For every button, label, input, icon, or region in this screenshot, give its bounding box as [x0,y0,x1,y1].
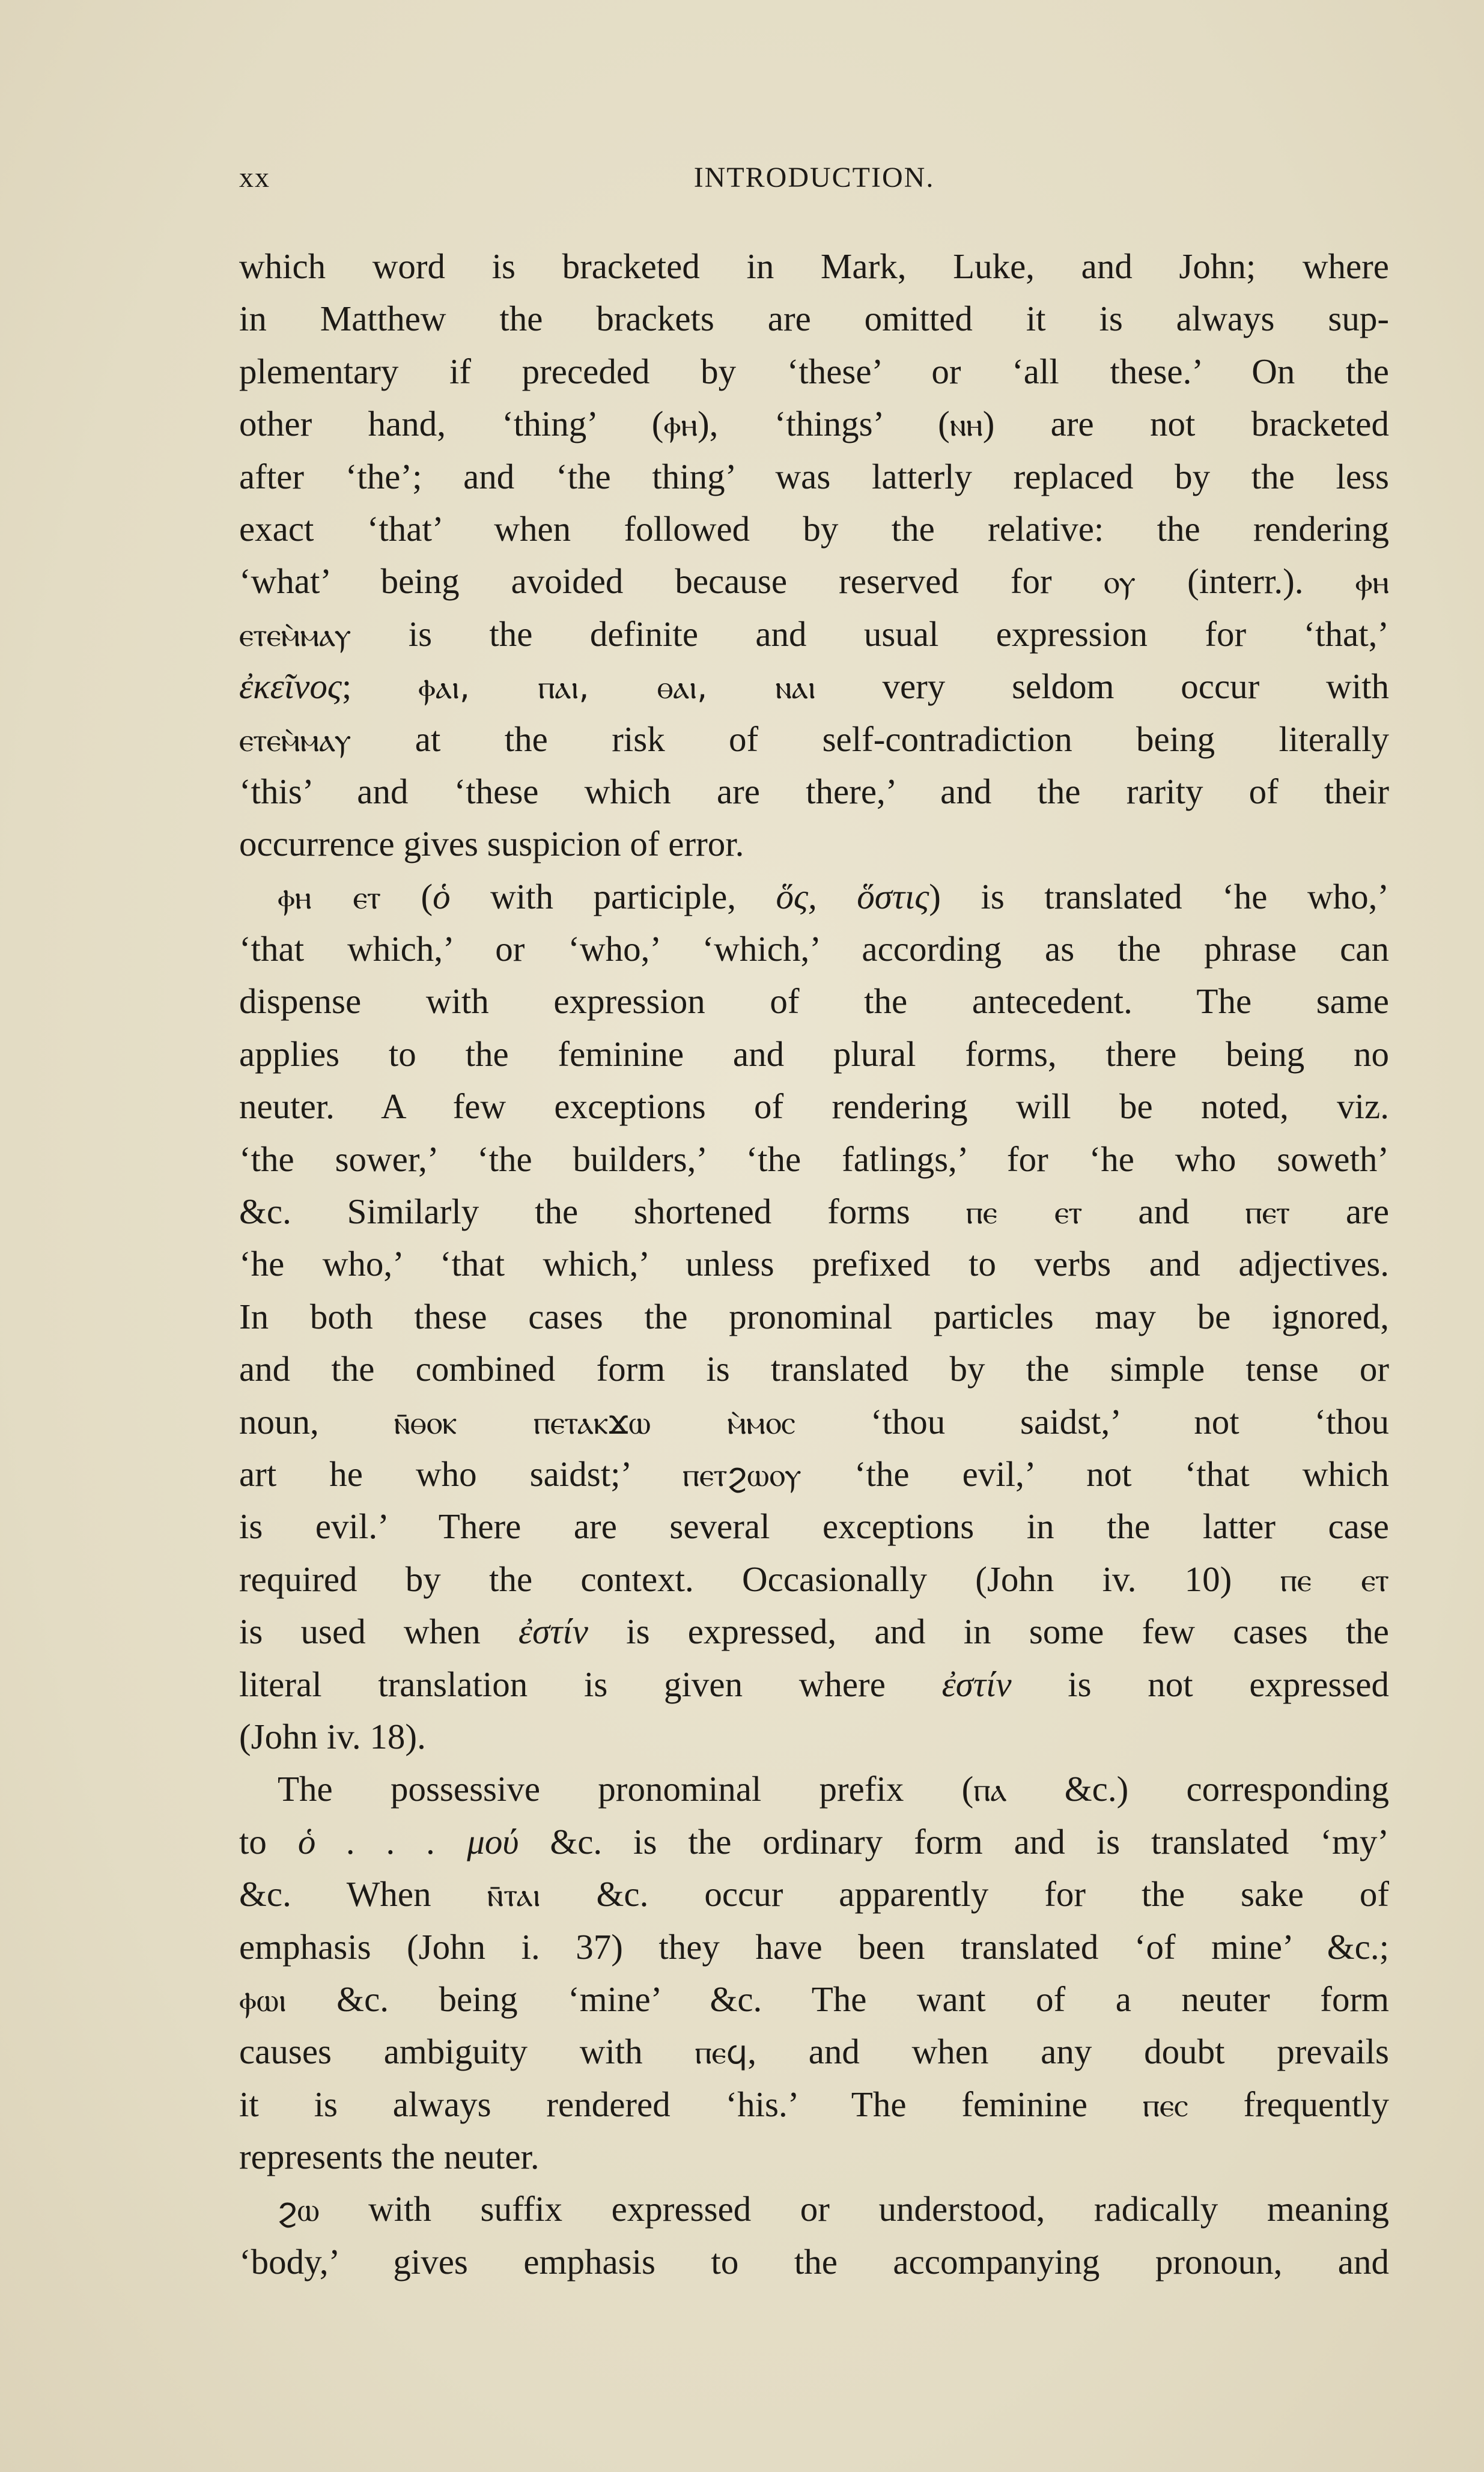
text-run: ‘thou saidst,’ not ‘thou [795,1401,1389,1441]
text-run: and [1082,1192,1245,1232]
text-run: In both these cases the pronominal particles may be ignored, [239,1296,1389,1336]
greek-term: ἐστίν [941,1664,1012,1704]
text-run: noun, [239,1401,394,1441]
text-run: ‘this’ and ‘these which are there,’ and the rarity of their [239,771,1389,811]
text-run: to [239,1821,298,1862]
text-run: neuter. A few exceptions of rendering will be noted, viz. [239,1086,1389,1127]
text-line [239,923,1389,975]
text-run: is evil.’ There are several exceptions in the latter case [239,1506,1389,1547]
text-run: in Matthew the brackets are omitted it is always sup- [239,299,1389,339]
text-run: &c. occur apparently for the sake of [540,1874,1389,1914]
text-run: &c. When [239,1874,487,1914]
text-line [239,1763,1389,1815]
greek-term: ὅς, ὅστις [776,876,929,916]
text-line [239,1868,1389,1920]
text-line [239,818,1389,870]
text-run: ‘that which,’ or ‘who,’ ‘which,’ according as the phrase can [239,929,1389,969]
greek-term: ὁ [433,876,451,916]
text-run: ( [380,876,433,916]
coptic-term: ⲛⲏ [949,406,983,444]
text-line [239,346,1389,398]
text-run: &c. being ‘mine’ &c. The want of a neuter form [286,1979,1389,2019]
coptic-term: ⲡⲉ ⲉⲧ [966,1193,1083,1232]
text-line [239,293,1389,345]
text-line [239,1291,1389,1343]
text-line [239,2183,1389,2235]
text-run: &c. Similarly the shortened forms [239,1192,966,1232]
text-run: &c.) corresponding [1006,1769,1389,1809]
text-run: represents the neuter. [239,2137,540,2177]
text-line [239,1133,1389,1186]
text-line [239,766,1389,818]
text-run: and the combined form is translated by the simple tense or [239,1349,1389,1389]
text-line [239,975,1389,1027]
coptic-term: ⲟⲩ [1103,563,1136,601]
running-head [239,161,1389,203]
text-line [239,1396,1389,1448]
text-run: is expressed, and in some few cases the [588,1612,1389,1652]
text-run: exact ‘that’ when followed by the relative: the rendering [239,508,1389,549]
text-run: (interr.). [1136,561,1355,601]
greek-term: ἐστίν [518,1612,588,1652]
text-run: (John iv. 18). [239,1716,426,1756]
coptic-term: ⲛ̄ⲧⲁⲓ [487,1876,541,1914]
text-run: it is always rendered ‘his.’ The feminine [239,2084,1143,2124]
text-run: with participle, [450,876,776,916]
coptic-term: ⲡⲉⲥ [1142,2086,1188,2124]
coptic-term: ⲫⲁⲓ, ⲡⲁⲓ, ⲑⲁⲓ, ⲛⲁⲓ [418,668,816,707]
text-line [239,871,1389,923]
text-run: with suffix expressed or understood, radically meaning [319,2189,1389,2229]
coptic-term: ⲡⲉⲧϩⲱⲟⲩ [682,1455,801,1494]
text-line [239,1448,1389,1500]
text-run: which word is bracketed in Mark, Luke, and John; where [239,246,1389,286]
text-run: plementary if preceded by ‘these’ or ‘all these.’ On the [239,351,1389,391]
coptic-term: ⲡⲉ ⲉⲧ [1280,1560,1389,1599]
coptic-term: ⲛ̄ⲑⲟⲕ ⲡⲉⲧⲁⲕϫⲱ ⲙ̀ⲙⲟⲥ [394,1403,795,1441]
text-line [239,1553,1389,1606]
text-line [239,1028,1389,1080]
text-line [239,1921,1389,1973]
coptic-term: ⲫⲏ [663,406,698,444]
text-run: ‘the evil,’ not ‘that which [801,1454,1389,1494]
page-title: INTRODUCTION. [693,162,935,193]
text-line [239,1500,1389,1553]
coptic-term: ϩⲱ [278,2191,320,2229]
text-line [239,1186,1389,1238]
text-line [239,608,1389,660]
text-run: after ‘the’; and ‘the thing’ was latterly replaced by the less [239,456,1389,496]
coptic-term: ⲡⲁ [973,1771,1007,1809]
text-run: ) is translated ‘he who,’ [929,876,1389,916]
body-text [239,240,1389,2288]
text-run: occurrence gives suspicion of error. [239,824,744,864]
text-line [239,1080,1389,1133]
text-run: very seldom occur with [815,666,1389,707]
text-line [239,2236,1389,2288]
text-run: causes ambiguity with [239,2032,695,2072]
text-run: ) are not bracketed [982,404,1389,444]
text-run: ‘he who,’ ‘that which,’ unless prefixed to verbs and adjectives. [239,1244,1389,1284]
text-run: is used when [239,1612,518,1652]
text-line [239,240,1389,293]
text-run: emphasis (John i. 37) they have been translated ‘of mine’ &c.; [239,1926,1389,1967]
text-run: ), ‘things’ ( [698,404,950,444]
text-run: art he who saidst;’ [239,1454,683,1494]
text-run: is the definite and usual expression for ‘that,’ [351,613,1389,654]
text-run: literal translation is given where [239,1664,942,1704]
text-line [239,1973,1389,2026]
coptic-term: ⲡⲉⲧ [1245,1193,1291,1232]
coptic-term: ⲫⲏ [1355,563,1389,601]
text-line [239,503,1389,555]
text-run: is not expressed [1011,1664,1389,1704]
text-run: other hand, ‘thing’ ( [239,404,664,444]
text-line [239,1816,1389,1868]
coptic-term: ⲉⲧⲉⲙ̀ⲙⲁⲩ [239,615,351,654]
page-number: xx [239,162,270,193]
text-run: The possessive pronominal prefix ( [278,1769,974,1809]
text-line [239,451,1389,503]
text-run: ; [341,666,419,707]
greek-term: ἐκεῖνος [239,666,342,707]
text-run: ‘what’ being avoided because reserved for [239,561,1104,601]
coptic-term: ⲉⲧⲉⲙ̀ⲙⲁⲩ [239,720,351,759]
text-line [239,1658,1389,1711]
text-line [239,2078,1389,2131]
text-line [239,1711,1389,1763]
text-line [239,2026,1389,2078]
text-run: are [1290,1192,1389,1232]
coptic-term: ⲫⲱⲓ [239,1980,287,2019]
coptic-term: ⲫⲏ ⲉⲧ [278,878,381,916]
text-run: &c. is the ordinary form and is translated ‘my’ [518,1821,1389,1862]
text-line [239,1343,1389,1395]
text-run: frequently [1188,2084,1389,2124]
text-line [239,555,1389,607]
coptic-term: ⲡⲉϥ [695,2033,748,2072]
text-run: ‘body,’ gives emphasis to the accompanying pronoun, and [239,2241,1389,2282]
text-run: applies to the feminine and plural forms, there being no [239,1034,1389,1074]
text-run: required by the context. Occasionally (John iv. 10) [239,1559,1280,1599]
text-run: ‘the sower,’ ‘the builders,’ ‘the fatlings,’ for ‘he who soweth’ [239,1139,1389,1179]
greek-term: ὁ . . . μού [297,1821,519,1862]
text-line [239,1238,1389,1290]
text-run: at the risk of self-contradiction being literally [351,719,1389,759]
text-line [239,2131,1389,2183]
text-line [239,713,1389,766]
text-line [239,660,1389,713]
text-line [239,1606,1389,1658]
text-line [239,398,1389,450]
text-run: dispense with expression of the antecedent. The same [239,981,1389,1021]
text-run: , and when any doubt prevails [747,2032,1389,2072]
